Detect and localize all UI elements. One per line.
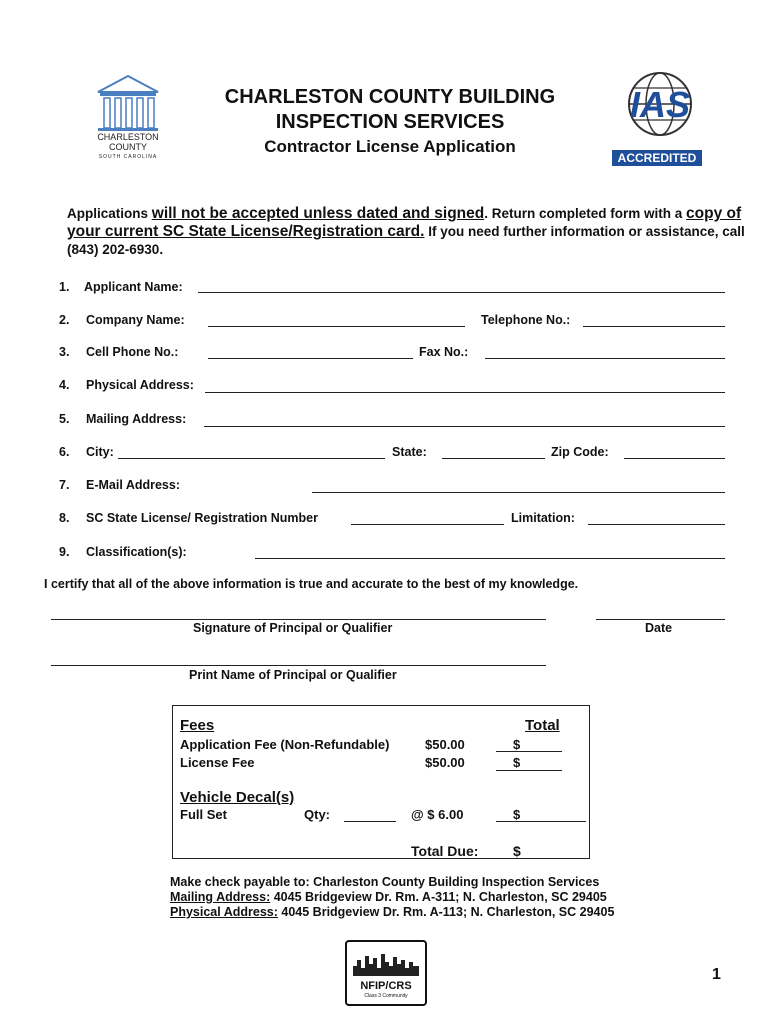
email-label: E-Mail Address: (86, 478, 181, 492)
charleston-county-logo (88, 72, 168, 164)
application-fee-total-field[interactable] (496, 751, 562, 752)
telephone-field[interactable] (583, 326, 725, 327)
print-name-label: Print Name of Principal or Qualifier (189, 668, 397, 682)
print-name-field[interactable] (51, 665, 546, 666)
skyline-icon (347, 948, 425, 978)
globe-icon (610, 70, 705, 148)
license-fee-total-field[interactable] (496, 770, 562, 771)
intro-text-2: . Return completed form with a (484, 206, 687, 221)
intro-text-3: If you need further information or assistance, call (843) 202-6930. (67, 224, 745, 257)
page-title-line-2: INSPECTION SERVICES (275, 111, 505, 133)
logo-line-1: CHARLESTON (97, 132, 159, 142)
license-fee-amount: $50.00 (425, 755, 465, 770)
logo-line-3: SOUTH CAROLINA (98, 154, 158, 160)
fax-label: Fax No.: (419, 345, 469, 359)
application-fee-amount: $50.00 (425, 737, 465, 752)
physical-address-field[interactable] (205, 392, 725, 393)
intro-emphasis-1: will not be accepted unless dated and signed (151, 205, 485, 222)
nfip-logo-subtext: Class 3 Community (364, 993, 408, 999)
page-number: 1 (712, 966, 721, 983)
field-number-4: 4. (59, 378, 70, 392)
cell-phone-field[interactable] (208, 358, 413, 359)
qty-label: Qty: (304, 807, 330, 822)
vehicle-decal-heading: Vehicle Decal(s) (180, 789, 295, 806)
mailing-address-field[interactable] (204, 426, 725, 427)
mailing-address-label: Mailing Address: (86, 412, 187, 426)
field-number-8: 8. (59, 511, 70, 525)
decal-total: $ (513, 807, 521, 822)
zip-code-label: Zip Code: (551, 445, 609, 459)
mailing-address-heading: Mailing Address: (170, 890, 271, 904)
signature-field[interactable] (51, 619, 546, 620)
field-number-2: 2. (59, 313, 70, 327)
intro-emphasis-2: copy of your current SC State License/Registration card. (67, 205, 742, 240)
classifications-field[interactable] (255, 558, 725, 559)
fees-table (172, 705, 590, 859)
page-title-line-1: CHARLESTON COUNTY BUILDING (224, 86, 556, 108)
physical-address-line (170, 905, 614, 920)
total-due-label: Total Due: (411, 843, 479, 859)
state-label: State: (392, 445, 427, 459)
accredited-badge: ACCREDITED (612, 150, 702, 166)
certification-statement: I certify that all of the above information is true and accurate to the best of my knowledge. (44, 577, 579, 591)
mailing-address-line (170, 890, 614, 905)
license-fee-label: License Fee (180, 755, 255, 770)
telephone-label: Telephone No.: (481, 313, 571, 327)
physical-address-heading: Physical Address: (170, 905, 278, 919)
total-due-value: $ (513, 843, 521, 859)
signature-label: Signature of Principal or Qualifier (193, 621, 393, 635)
field-number-7: 7. (59, 478, 70, 492)
instructions-paragraph (67, 205, 747, 259)
fees-heading: Fees (180, 717, 215, 734)
decal-price: @ $ 6.00 (411, 807, 464, 822)
application-fee-label: Application Fee (Non-Refundable) (180, 737, 390, 752)
fax-field[interactable] (485, 358, 725, 359)
total-heading: Total (525, 717, 560, 734)
license-number-label: SC State License/ Registration Number (86, 511, 319, 525)
intro-text-1: Applications (67, 206, 152, 221)
mailing-address-value: 4045 Bridgeview Dr. Rm. A-311; N. Charleston, SC 29405 (270, 890, 607, 904)
company-name-field[interactable] (208, 326, 465, 327)
field-number-3: 3. (59, 345, 70, 359)
date-label: Date (645, 621, 673, 635)
page-subtitle: Contractor License Application (264, 137, 516, 156)
logo-line-2: COUNTY (109, 142, 147, 152)
state-field[interactable] (442, 458, 545, 459)
decal-total-field[interactable] (496, 821, 586, 822)
company-name-label: Company Name: (86, 313, 185, 327)
license-fee-total: $ (513, 755, 521, 770)
date-field[interactable] (596, 619, 725, 620)
license-number-field[interactable] (351, 524, 504, 525)
field-number-5: 5. (59, 412, 70, 426)
payment-instructions (170, 875, 614, 920)
city-field[interactable] (118, 458, 385, 459)
zip-code-field[interactable] (624, 458, 725, 459)
classifications-label: Classification(s): (86, 545, 187, 559)
field-number-1: 1. (59, 280, 70, 294)
ias-logo-text: IAS (629, 84, 691, 125)
nfip-logo-text: NFIP/CRS (360, 980, 412, 992)
email-field[interactable] (312, 492, 725, 493)
full-set-label: Full Set (180, 807, 227, 822)
qty-field[interactable] (344, 821, 396, 822)
nfip-crs-logo (345, 940, 427, 1006)
city-label: City: (86, 445, 114, 459)
limitation-field[interactable] (588, 524, 725, 525)
cell-phone-label: Cell Phone No.: (86, 345, 179, 359)
limitation-label: Limitation: (511, 511, 575, 525)
applicant-name-field[interactable] (198, 292, 725, 293)
physical-address-value: 4045 Bridgeview Dr. Rm. A-113; N. Charleston, SC 29405 (277, 905, 615, 919)
ias-accredited-logo (610, 70, 705, 168)
field-number-9: 9. (59, 545, 70, 559)
field-number-6: 6. (59, 445, 70, 459)
application-fee-total: $ (513, 737, 521, 752)
applicant-name-label: Applicant Name: (84, 280, 183, 294)
physical-address-label: Physical Address: (86, 378, 194, 392)
payable-to-text: Make check payable to: Charleston County Building Inspection Services (170, 875, 600, 889)
